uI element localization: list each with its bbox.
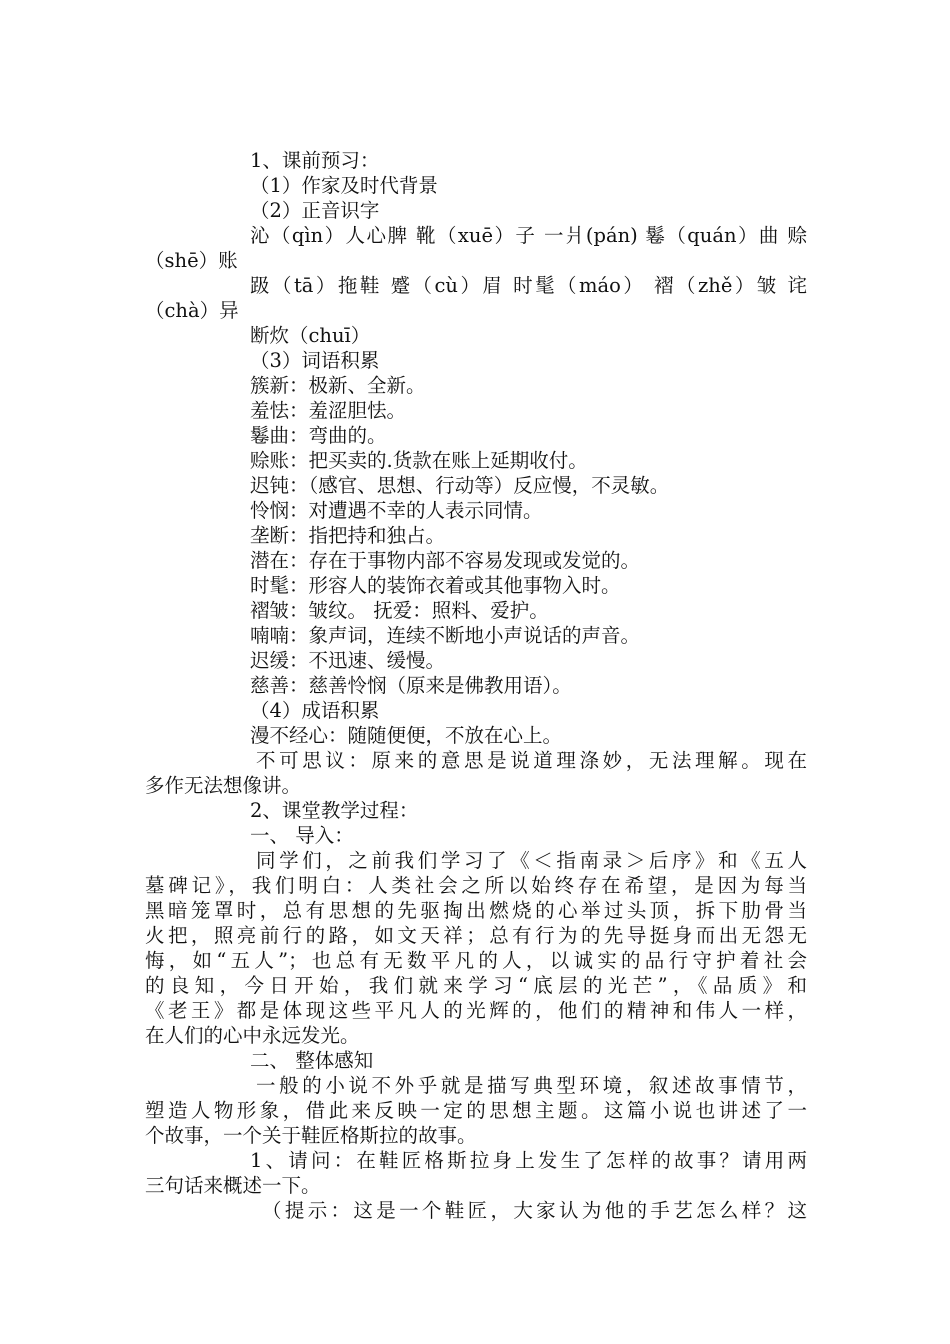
paragraph-line: 个故事，一个关于鞋匠格斯拉的故事。: [145, 1124, 477, 1147]
vocabulary-entry: 赊账：把买卖的.货款在账上延期收付。: [250, 449, 588, 472]
subheading-pronunciation: （2）正音识字: [250, 199, 380, 222]
paragraph-line: 的良知，今日开始，我们就来学习“底层的光芒”，《品质》和: [145, 974, 807, 997]
vocabulary-entry: 鬈曲：弯曲的。: [250, 424, 387, 447]
pronunciation-line: （chà）异: [145, 299, 239, 322]
subheading-introduction: 一、 导入：: [250, 824, 354, 847]
question-line: 三句话来概述一下。: [145, 1174, 321, 1197]
pronunciation-line: 沁（qìn）人心脾 靴（xuē）子 一爿(pán) 鬈（quán）曲 赊: [250, 224, 807, 247]
paragraph-line: 《老王》都是体现这些平凡人的光辉的，他们的精神和伟人一样，: [145, 999, 807, 1022]
idiom-entry: 漫不经心：随随便便，不放在心上。: [250, 724, 563, 747]
subheading-vocabulary: （3）词语积累: [250, 349, 380, 372]
vocabulary-entry: 褶皱：皱纹。 抚爱：照料、爱护。: [250, 599, 549, 622]
question-line: 1、请问：在鞋匠格斯拉身上发生了怎样的故事？请用两: [250, 1149, 807, 1172]
paragraph-line: 一般的小说不外乎就是描写典型环境，叙述故事情节，: [256, 1074, 807, 1097]
vocabulary-entry: 喃喃：象声词，连续不断地小声说话的声音。: [250, 624, 641, 647]
paragraph-line: 塑造人物形象，借此来反映一定的思想主题。这篇小说也讲述了一: [145, 1099, 807, 1122]
section-heading-preview: 1、课前预习：: [250, 149, 380, 172]
paragraph-line: 黑暗笼罩时，总有思想的先驱掏出燃烧的心举过头顶，拆下肋骨当: [145, 899, 807, 922]
paragraph-line: 在人们的心中永远发光。: [145, 1024, 360, 1047]
vocabulary-entry: 垄断：指把持和独占。: [250, 524, 446, 547]
hint-line: （提示：这是一个鞋匠，大家认为他的手艺怎么样？这: [262, 1199, 807, 1222]
vocabulary-entry: 迟钝：（感官、思想、行动等）反应慢，不灵敏。: [250, 474, 670, 497]
vocabulary-entry: 潜在：存在于事物内部不容易发现或发觉的。: [250, 549, 641, 572]
vocabulary-entry: 簇新：极新、全新。: [250, 374, 426, 397]
vocabulary-entry: 迟缓：不迅速、缓慢。: [250, 649, 446, 672]
subheading-idioms: （4）成语积累: [250, 699, 380, 722]
pronunciation-line: 趿（tā）拖鞋 蹙（cù）眉 时髦（máo） 褶（zhě）皱 诧: [250, 274, 807, 297]
vocabulary-entry: 时髦：形容人的装饰衣着或其他事物入时。: [250, 574, 621, 597]
vocabulary-entry: 慈善：慈善怜悯（原来是佛教用语）。: [250, 674, 572, 697]
vocabulary-entry: 怜悯：对遭遇不幸的人表示同情。: [250, 499, 543, 522]
paragraph-line: 火把，照亮前行的路，如文天祥；总有行为的先导挺身而出无怨无: [145, 924, 807, 947]
subheading-overall-perception: 二、 整体感知: [250, 1049, 374, 1072]
section-heading-teaching: 2、课堂教学过程：: [250, 799, 419, 822]
paragraph-line: 墓碑记》，我们明白：人类社会之所以始终存在希望，是因为每当: [145, 874, 807, 897]
pronunciation-line: 断炊（chuī）: [250, 324, 371, 347]
pronunciation-line: （shē）账: [145, 249, 238, 272]
paragraph-line: 同学们，之前我们学习了《＜指南录＞后序》和《五人: [256, 849, 807, 872]
paragraph-line: 悔，如“五人”；也总有无数平凡的人，以诚实的品行守护着社会: [145, 949, 807, 972]
vocabulary-entry: 羞怯：羞涩胆怯。: [250, 399, 407, 422]
subheading-author-background: （1）作家及时代背景: [250, 174, 438, 197]
idiom-entry: 多作无法想像讲。: [145, 774, 302, 797]
idiom-entry: 不可思议：原来的意思是说道理涤妙，无法理解。现在: [256, 749, 807, 772]
